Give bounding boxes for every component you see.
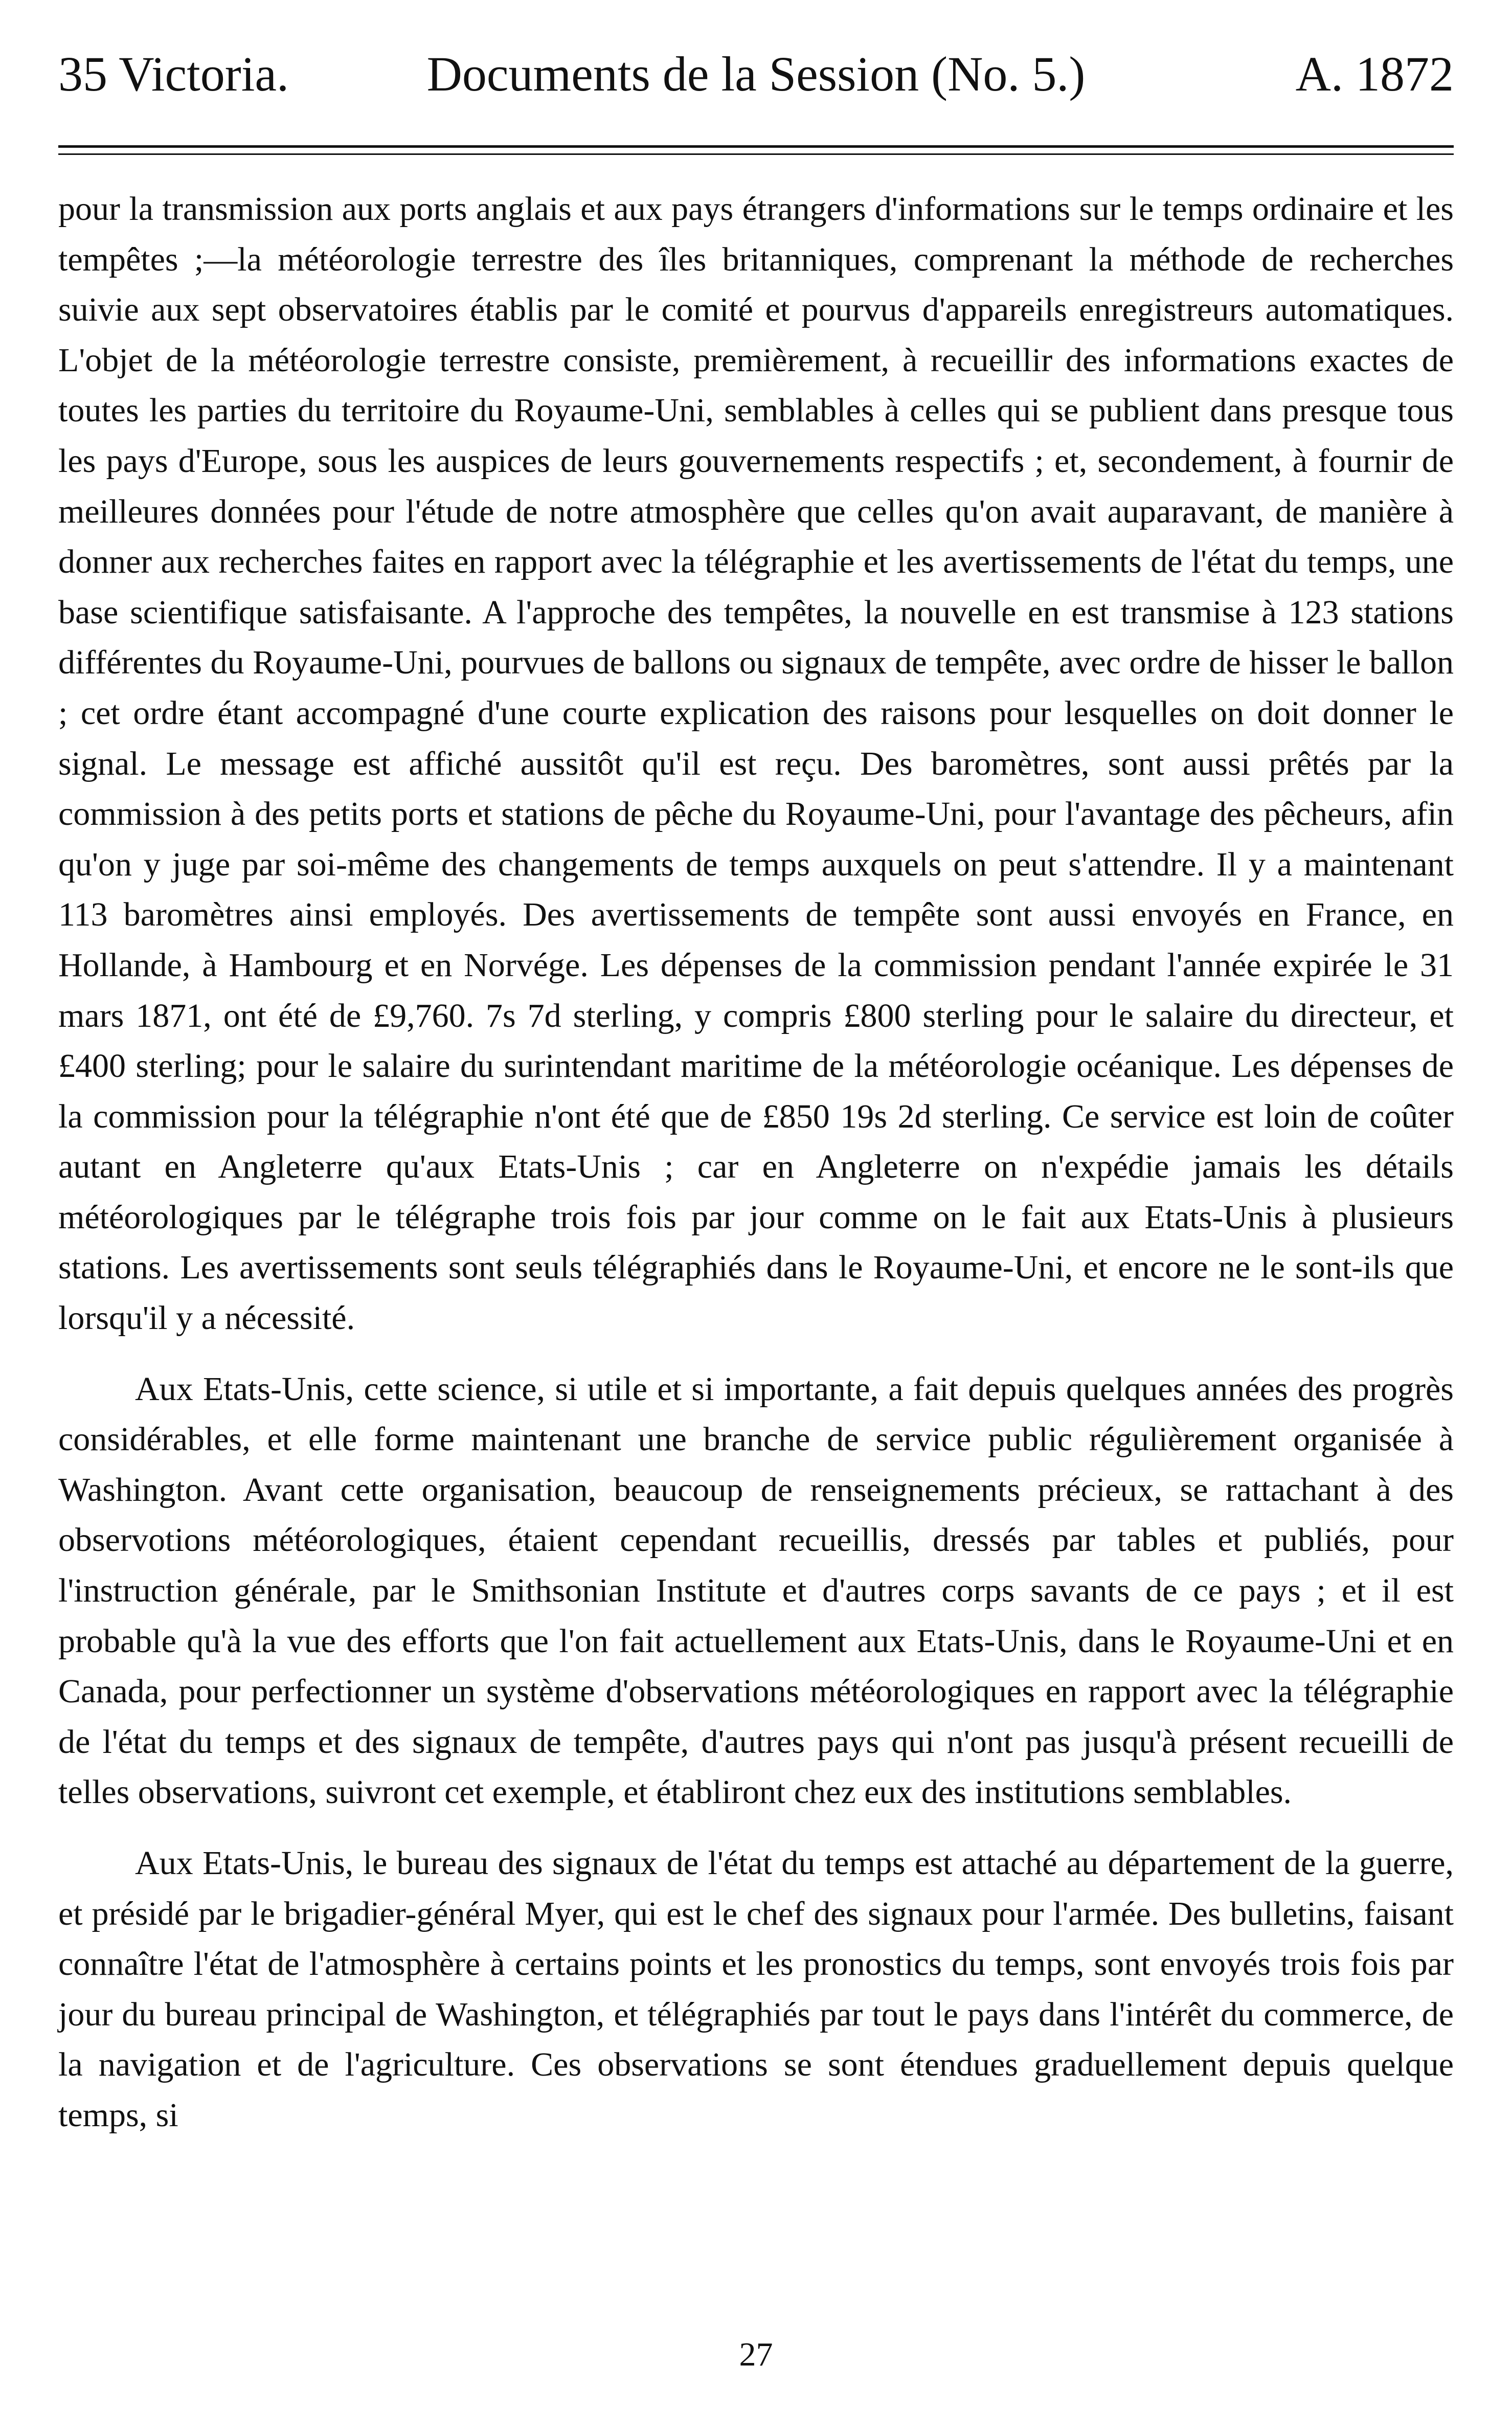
header-title: Documents de la Session (No. 5.)	[426, 47, 1086, 101]
paragraph-3: Aux Etats-Unis, le bureau des signaux de l'état du temps est attaché au département de la guerre, et présidé par le brigadier-général Myer, qui est le chef des signaux pour l'armée. Des bulletins, faisant connaître l'état de l'atmosphère à certains points et les pronostics du temps, sont envoyés trois fois par jour du bureau principal de Washington, et télégraphiés par tout le pays dans l'intérêt du commerce, de la navigation et de l'agriculture. Ces observations se sont étendues graduellement depuis quelque temps, si	[58, 1844, 1454, 2134]
header-rule-thin	[58, 153, 1454, 155]
running-header	[58, 41, 1454, 107]
paragraph-1: pour la transmission aux ports anglais et aux pays étrangers d'informations sur le temps ordinaire et les tempêtes ;—la météorologie terrestre des îles britanniques, comprenant la méthode de recherches suivie aux sept observatoires établis par le comité et pourvus d'appareils enregistreurs automatiques. L'objet de la météorologie terrestre consiste, premièrement, à recueillir des informations exactes de toutes les parties du territoire du Royaume-Uni, semblables à celles qui se publient dans presque tous les pays d'Europe, sous les auspices de leurs gouvernements respectifs ; et, secondement, à fournir de meilleures données pour l'étude de notre atmosphère que celles qu'on avait auparavant, de manière à donner aux recherches faites en rapport avec la télégraphie et les avertissements de l'état du temps, une base scientifique satisfaisante. A l'approche des tempêtes, la nouvelle en est transmise à 123 stations différentes du Royaume-Uni, pourvues de ballons ou signaux de tempête, avec ordre de hisser le ballon ; cet ordre étant accompagné d'une courte explication des raisons pour lesquelles on doit donner le signal. Le message est affiché aussitôt qu'il est reçu. Des baromètres, sont aussi prêtés par la commission à des petits ports et stations de pêche du Royaume-Uni, pour l'avantage des pêcheurs, afin qu'on y juge par soi-même des changements de temps auxquels on peut s'attendre. Il y a maintenant 113 baromètres ainsi employés. Des avertissements de tempête sont aussi envoyés en France, en Hollande, à Hambourg et en Norvége. Les dépenses de la commission pendant l'année expirée le 31 mars 1871, ont été de £9,760. 7s 7d sterling, y compris £800 sterling pour le salaire du directeur, et £400 sterling; pour le salaire du surintendant maritime de la météorologie océanique. Les dépenses de la commission pour la télégraphie n'ont été que de £850 19s 2d sterling. Ce service est loin de coûter autant en Angleterre qu'aux Etats-Unis ; car en Angleterre on n'expédie jamais les détails météorologiques par le télégraphe trois fois par jour comme on le fait aux Etats-Unis à plusieurs stations. Les avertissements sont seuls télégraphiés dans le Royaume-Uni, et encore ne le sont-ils que lorsqu'il y a nécessité.	[58, 190, 1454, 1337]
paragraph-2: Aux Etats-Unis, cette science, si utile et si importante, a fait depuis quelques années des progrès considérables, et elle forme maintenant une branche de service public régulièrement organisée à Washington. Avant cette organisation, beaucoup de renseignements précieux, se rattachant à des observotions météorologiques, étaient cependant recueillis, dressés par tables et publiés, pour l'instruction générale, par le Smithsonian Institute et d'autres corps savants de ce pays ; et il est probable qu'à la vue des efforts que l'on fait actuellement aux Etats-Unis, dans le Royaume-Uni et en Canada, pour perfectionner un système d'observations météorologiques en rapport avec la télégraphie de l'état du temps et des signaux de tempête, d'autres pays qui n'ont pas jusqu'à présent recueilli de telles observations, suivront cet exemple, et établiront chez eux des institutions semblables.	[58, 1370, 1454, 1811]
header-regnal-year: 35 Victoria.	[58, 47, 289, 101]
body-text	[58, 184, 1454, 2141]
header-rule-thick	[58, 145, 1454, 148]
page-number: 27	[739, 2336, 773, 2373]
header-year: A. 1872	[1295, 47, 1454, 101]
